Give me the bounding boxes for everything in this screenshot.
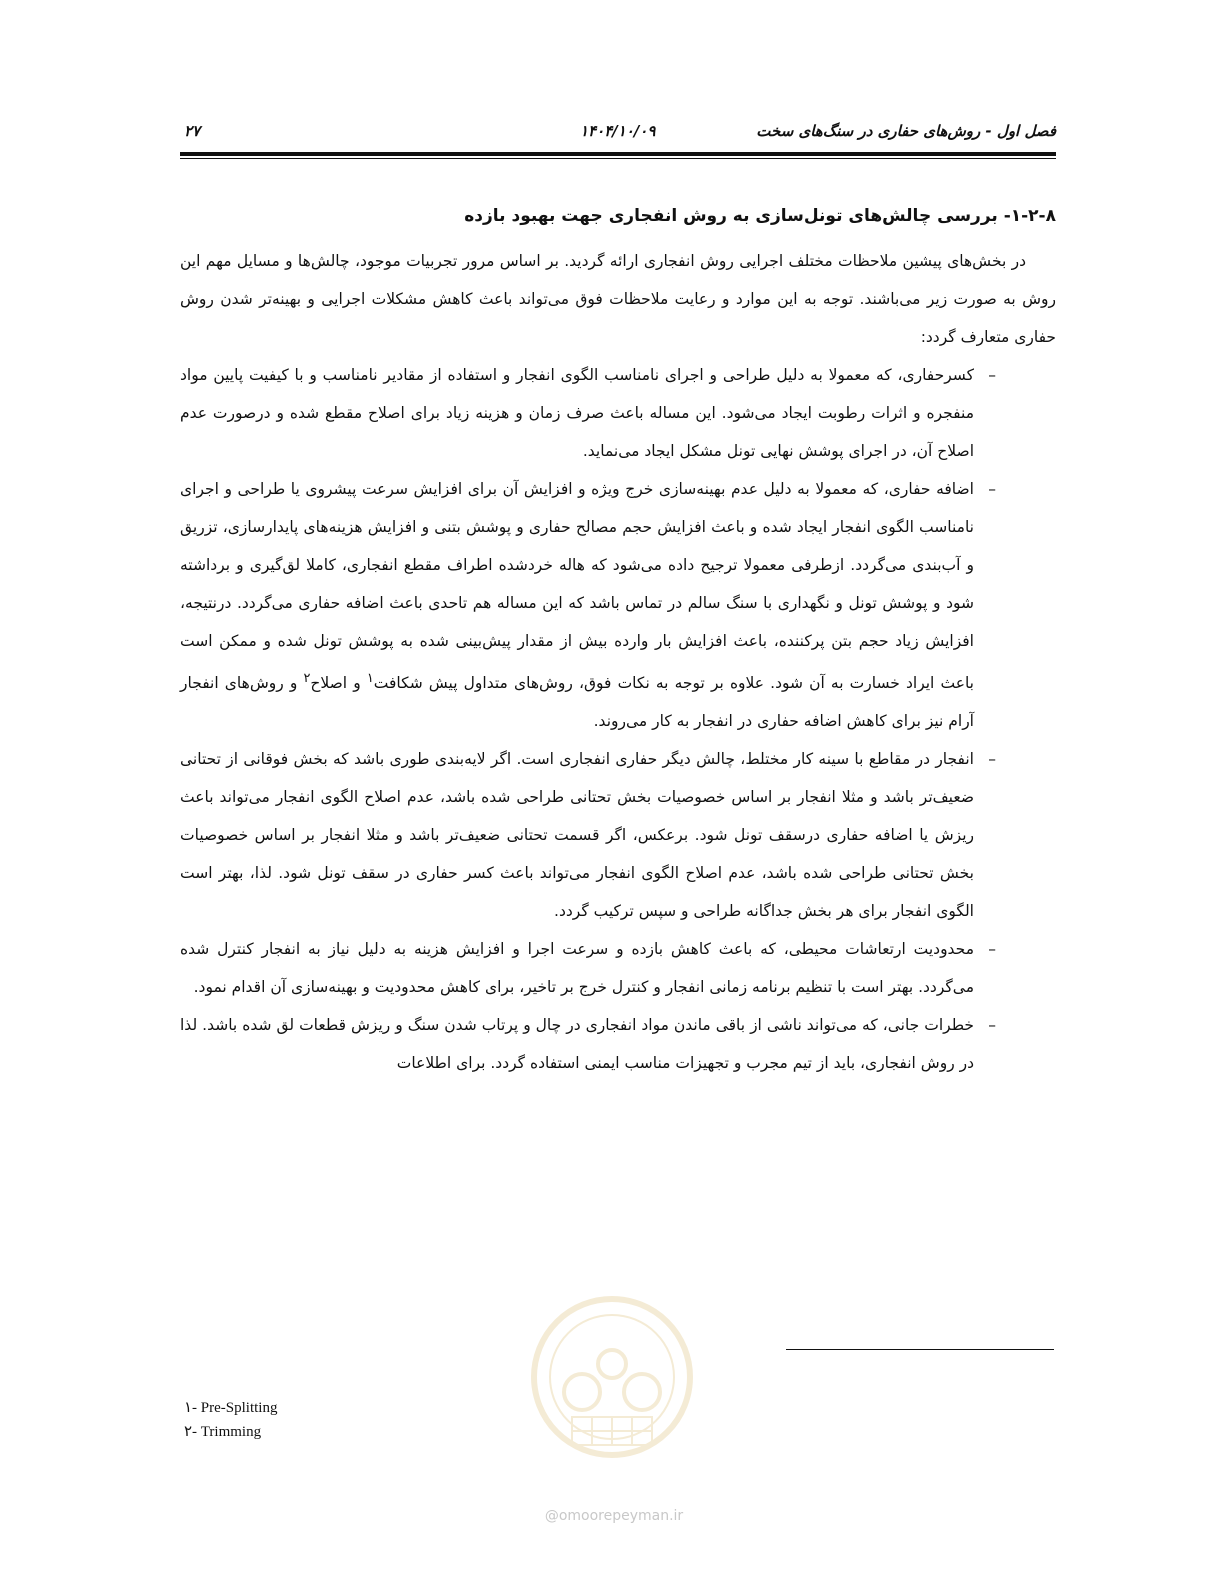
section-title: ۱-۲-۸- بررسی چالش‌های تونل‌سازی به روش انفجاری جهت بهبود بازده xyxy=(464,206,1056,226)
list-item xyxy=(180,356,1056,470)
list-item xyxy=(180,740,1056,930)
dash-bullet: – xyxy=(988,1016,996,1035)
list-item xyxy=(180,930,1056,1006)
footnote-separator xyxy=(786,1349,1054,1350)
list-item-text: کسرحفاری، که معمولا به دلیل طراحی و اجرای نامناسب الگوی انفجار و استفاده از مقادیر نامناسب و با کیفیت پایین مواد منفجره و اثرات رطوبت ایجاد می‌شود. این مساله باعث صرف زمان و هزینه زیاد برای اصلاح مقطع شده و درصورت عدم اصلاح آن، در اجرای پوشش نهایی تونل مشکل ایجاد می‌نماید. xyxy=(180,366,974,460)
dash-bullet: – xyxy=(988,480,996,498)
list-item xyxy=(180,1006,1056,1082)
header-rule-thin xyxy=(180,158,1056,159)
challenge-list xyxy=(180,356,1056,1082)
list-item-text-tail: و روش‌های انفجار آرام نیز برای کاهش اضافه حفاری در انفجار به کار می‌روند. xyxy=(180,674,974,731)
list-item-text-mid: و اصلاح xyxy=(310,674,367,693)
page-number: ۲۷ xyxy=(184,122,201,140)
header-chapter-title: فصل اول - روش‌های حفاری در سنگ‌های سخت xyxy=(756,122,1056,140)
page-content xyxy=(180,196,1056,1082)
dash-bullet: – xyxy=(988,940,996,959)
intro-paragraph: در بخش‌های پیشین ملاحظات مختلف اجرایی روش انفجاری ارائه گردید. بر اساس مرور تجربیات موجود، چالش‌ها و مسایل مهم این روش به صورت زیر می‌باشند. توجه به این موارد و رعایت ملاحظات فوق می‌تواند باعث کاهش مشکلات اجرایی و بهینه‌تر شدن روش حفاری متعارف گردد: xyxy=(180,252,1056,346)
page-header xyxy=(180,118,1056,144)
footnote-2: ۲- Trimming xyxy=(184,1424,262,1440)
list-item xyxy=(180,470,1056,740)
header-rule-thick xyxy=(180,152,1056,156)
list-item-text: محدودیت ارتعاشات محیطی، که باعث کاهش بازده و سرعت اجرا و افزایش هزینه به دلیل نیاز به انفجار کنترل شده می‌گردد. بهتر است با تنظیم برنامه زمانی انفجار و کنترل خرج بر تاخیر، برای کاهش محدودیت و بهینه‌سازی آن اقدام نمود. xyxy=(180,940,974,997)
footnote-1: ۱- Pre-Splitting xyxy=(184,1400,278,1416)
footnotes xyxy=(184,1396,277,1444)
dash-bullet: – xyxy=(988,366,996,384)
dash-bullet: – xyxy=(988,750,996,769)
watermark-site-text: @omoorepeyman.ir xyxy=(544,1508,684,1524)
footnote-ref[interactable]: ۲ xyxy=(303,671,311,686)
watermark-logo-icon xyxy=(502,1282,722,1482)
header-date: ۱۴۰۴/۱۰/۰۹ xyxy=(580,122,656,140)
list-item-text: خطرات جانی، که می‌تواند ناشی از باقی ماندن مواد انفجاری در چال و پرتاب شدن سنگ و ریزش قطعات لق شده باشد. لذا در روش انفجاری، باید از تیم مجرب و تجهیزات مناسب ایمنی استفاده گردد. برای اطلاعات xyxy=(180,1016,974,1073)
list-item-text: اضافه حفاری، که معمولا به دلیل عدم بهینه‌سازی خرج ویژه و افزایش آن برای افزایش سرعت پیشروی یا طراحی و اجرای نامناسب الگوی انفجار ایجاد شده و باعث افزایش حجم مصالح حفاری و پوشش بتنی و افزایش هزینه‌های پایدارسازی، تزریق و آب‌بندی می‌گردد. ازطرفی معمولا ترجیح داده می‌شود که هاله خردشده اطراف مقطع انفجاری، کاملا لق‌گیری و برداشته شود و پوشش تونل و نگهداری با سنگ سالم در تماس باشد که این مساله هم تاحدی باعث اضافه حفاری می‌گردد. درنتیجه، افزایش زیاد حجم بتن پرکننده، باعث افزایش بار وارده بیش از مقدار پیش‌بینی شده به پوشش تونل شده و ممکن است باعث ایراد خسارت به آن شود. علاوه بر توجه به نکات فوق، روش‌های متداول پیش شکافت xyxy=(180,480,974,693)
list-item-text: انفجار در مقاطع با سینه کار مختلط، چالش دیگر حفاری انفجاری است. اگر لایه‌بندی طوری باشد که بخش فوقانی از تحتانی ضعیف‌تر باشد و مثلا انفجار بر اساس خصوصیات بخش تحتانی طراحی شده باشد، عدم اصلاح الگوی انفجار می‌تواند باعث ریزش یا اضافه حفاری درسقف تونل شود. برعکس، اگر قسمت تحتانی ضعیف‌تر باشد و مثلا انفجار بر اساس خصوصیات بخش تحتانی طراحی شده باشد، عدم اصلاح الگوی انفجار می‌تواند باعث کسر حفاری در سقف تونل شود. لذا، بهتر است الگوی انفجار برای هر بخش جداگانه طراحی و سپس ترکیب گردد. xyxy=(180,750,974,921)
footnote-ref[interactable]: ۱ xyxy=(366,671,374,686)
